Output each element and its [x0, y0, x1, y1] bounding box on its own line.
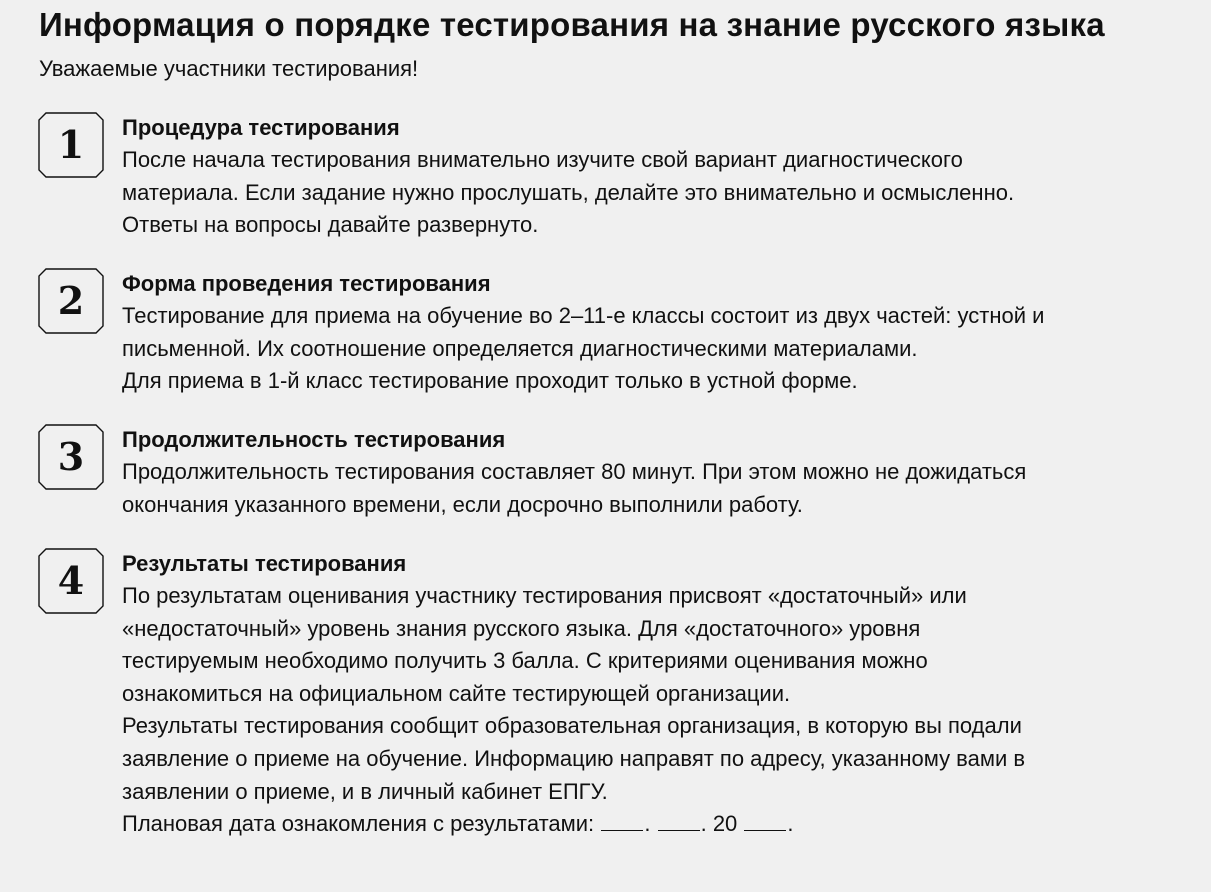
section-number: 1	[57, 122, 85, 167]
number-badge	[38, 548, 104, 614]
date-separator: .	[700, 811, 707, 837]
paragraph-line: Продолжительность тестирования составляет 80 минут. При этом можно не дожидаться	[122, 459, 1027, 484]
month-blank	[658, 812, 700, 831]
planned-date-label: Плановая дата ознакомления с результатами:	[122, 811, 595, 837]
greeting: Уважаемые участники тестирования!	[39, 56, 419, 81]
section-number: 2	[57, 278, 85, 323]
paragraph-line: материала. Если задание нужно прослушать, делайте это внимательно и осмысленно.	[122, 179, 1015, 205]
paragraph-line: Ответы на вопросы давайте развернуто.	[122, 212, 539, 238]
paragraph-line: После начала тестирования внимательно изучите свой вариант диагностического	[122, 147, 963, 172]
number-badge	[38, 424, 104, 490]
section-heading: Форма проведения тестирования	[122, 271, 491, 296]
paragraph-line: Результаты тестирования сообщит образовательная организация, в которую вы подали	[122, 713, 1022, 739]
page-title: Информация о порядке тестирования на знание русского языка	[39, 6, 1105, 43]
year-blank	[744, 812, 786, 831]
date-end: .	[787, 811, 794, 837]
planned-date-line	[122, 808, 1198, 841]
paragraph-line: окончания указанного времени, если досрочно выполнили работу.	[122, 491, 803, 517]
date-separator: .	[644, 811, 651, 837]
section-body	[122, 424, 1198, 521]
number-badge	[38, 112, 104, 178]
section-body	[122, 112, 1198, 242]
paragraph-line: письменной. Их соотношение определяется диагностическими материалами.	[122, 335, 918, 361]
year-prefix: 20	[712, 811, 738, 837]
paragraph-line: заявление о приеме на обучение. Информацию направят по адресу, указанному вами в	[122, 745, 1026, 771]
paragraph-line: тестируемым необходимо получить 3 балла. С критериями оценивания можно	[122, 648, 928, 674]
section-body	[122, 548, 1198, 841]
section-number: 4	[57, 558, 85, 603]
paragraph-line: Для приема в 1-й класс тестирование проходит только в устной форме.	[122, 368, 858, 394]
paragraph-line: заявлении о приеме, и в личный кабинет ЕПГУ.	[122, 778, 608, 804]
section-number: 3	[57, 434, 85, 479]
number-badge	[38, 268, 104, 334]
day-blank	[601, 812, 643, 831]
section-heading: Продолжительность тестирования	[122, 427, 506, 452]
section-heading: Результаты тестирования	[122, 551, 407, 576]
paragraph-line: «недостаточный» уровень знания русского языка. Для «достаточного» уровня	[122, 615, 921, 641]
section-heading: Процедура тестирования	[122, 115, 400, 140]
paragraph-line: Тестирование для приема на обучение во 2–11-е классы состоит из двух частей: устной и	[122, 303, 1045, 328]
paragraph-line: ознакомиться на официальном сайте тестирующей организации.	[122, 680, 791, 706]
paragraph-line: По результатам оценивания участнику тестирования присвоят «достаточный» или	[122, 583, 967, 608]
section-body	[122, 268, 1198, 398]
